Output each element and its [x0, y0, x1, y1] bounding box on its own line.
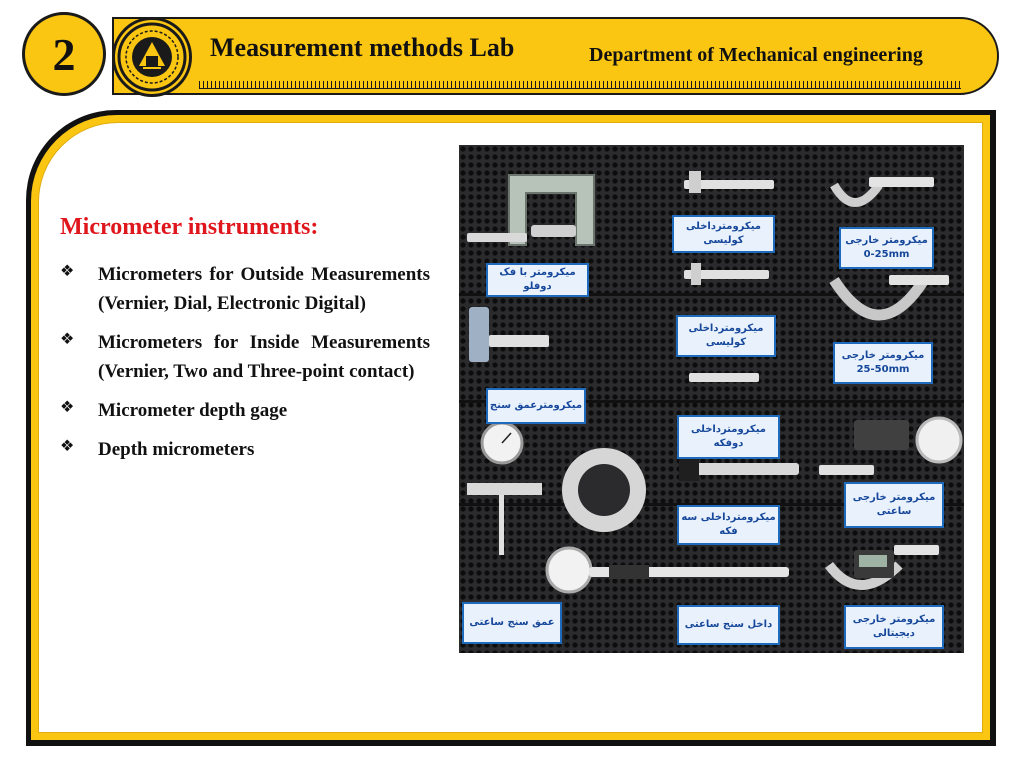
label-range: 0-25mm — [863, 249, 910, 260]
label-text: میکرومتر خارجی — [845, 235, 928, 246]
label-text: میکرومتر خارجی — [841, 350, 925, 361]
label-range: 25-50mm — [856, 364, 910, 375]
label-text: میکرومتر با فک دوفلو — [499, 267, 576, 292]
bullet-diamond-icon: ❖ — [60, 399, 75, 416]
label-inner-caliper-1 — [672, 215, 775, 253]
bullet-text: Depth micrometers — [98, 439, 255, 460]
bullet-diamond-icon: ❖ — [60, 263, 75, 280]
slide-number-badge — [22, 12, 106, 96]
ruler-decoration — [199, 81, 961, 89]
bullet-diamond-icon: ❖ — [60, 331, 75, 348]
section-heading: Micrometer instruments: — [60, 214, 319, 240]
label-inner-two-jaw — [677, 415, 780, 459]
list-item — [60, 260, 430, 318]
label-text: میکرومتر خارجی ساعتی — [852, 492, 936, 517]
bullet-list — [60, 260, 430, 474]
label-inner-three-jaw — [677, 505, 780, 545]
bullet-text: Micrometers for Inside Measurements (Vernier, Two and Three-point contact) — [98, 332, 430, 382]
slide-number: 2 — [52, 28, 76, 80]
label-text: میکرومترعمق سنج — [489, 400, 583, 411]
label-text: میکرومترداخلی کولیسی — [686, 221, 761, 246]
label-dial-bore — [677, 605, 780, 645]
label-text: میکرومترداخلی کولیسی — [688, 323, 764, 348]
label-dial-depth — [462, 602, 562, 644]
label-text: میکرومترداخلی دوفکه — [691, 424, 766, 449]
label-jaw-micrometer — [486, 263, 589, 297]
bullet-diamond-icon: ❖ — [60, 438, 75, 455]
label-outer-25-50 — [833, 342, 933, 384]
list-item — [60, 435, 430, 464]
label-text: عمق سنج ساعتی — [469, 617, 555, 628]
label-text: میکرومترداخلی سه فکه — [681, 512, 776, 537]
list-item — [60, 396, 430, 425]
label-outer-dial — [844, 482, 944, 528]
label-text: داخل سنج ساعتی — [684, 619, 773, 630]
instrument-board-photo — [459, 145, 964, 653]
label-text: میکرومتر خارجی دیجیتالی — [852, 614, 936, 639]
label-inner-caliper-2 — [676, 315, 776, 357]
department-title: Department of Mechanical engineering — [589, 44, 923, 66]
university-logo — [112, 17, 192, 97]
label-outer-digital — [844, 605, 944, 649]
bullet-text: Micrometer depth gage — [98, 400, 288, 421]
lab-title: Measurement methods Lab — [210, 33, 515, 62]
label-depth-micrometer — [486, 388, 586, 424]
label-outer-0-25 — [839, 227, 934, 269]
bullet-text: Micrometers for Outside Measurements (Vernier, Dial, Electronic Digital) — [98, 264, 430, 314]
list-item — [60, 328, 430, 386]
